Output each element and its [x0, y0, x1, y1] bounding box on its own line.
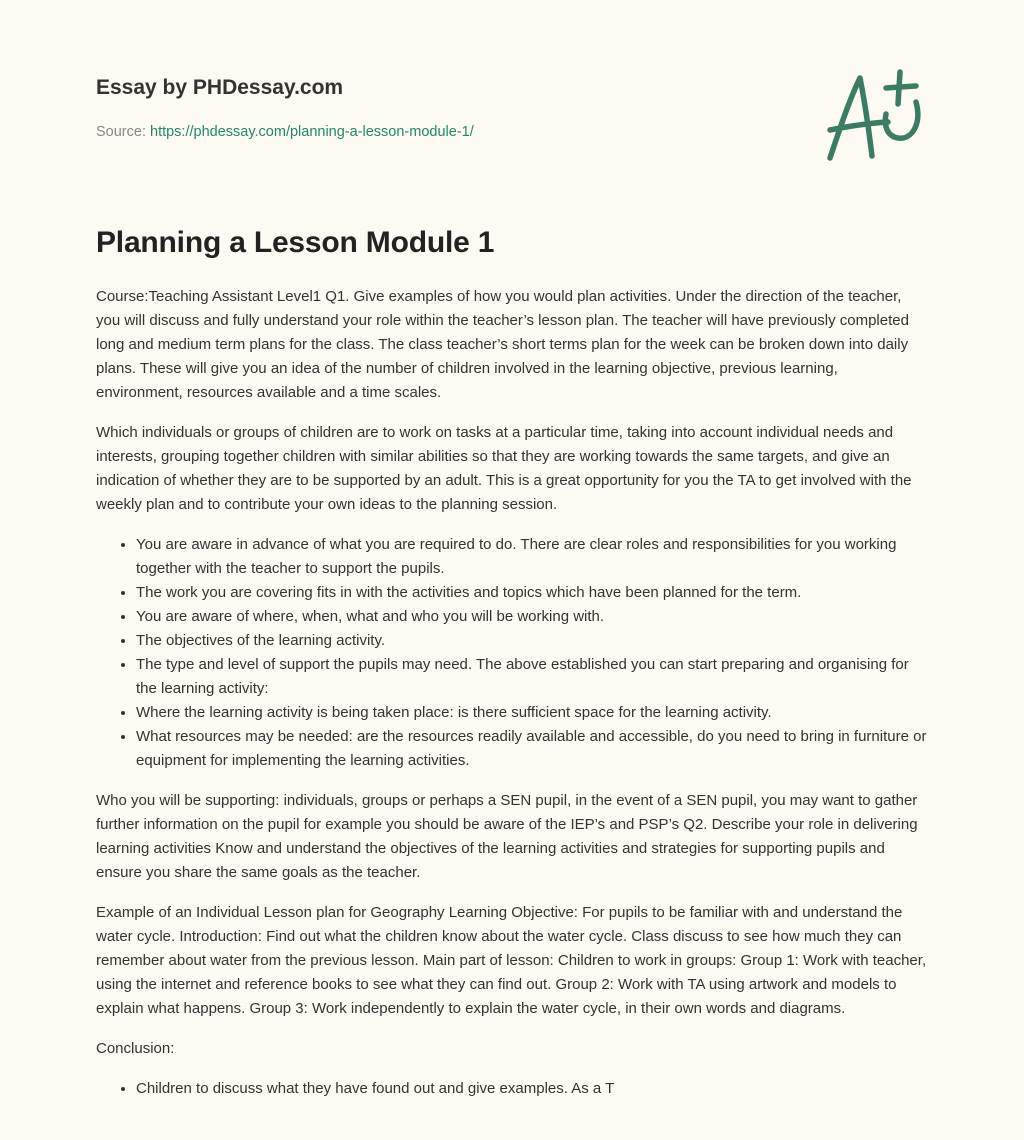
paragraph: Course:Teaching Assistant Level1 Q1. Give examples of how you would plan activities. Under the direction of the teacher, you will discuss and fully understand your role within the teacher’s lesson plan. The teacher will have previously completed long and medium term plans for the class. The class teacher’s short terms plan for the week can be broken down into daily plans. These will give you an idea of the number of children involved in the learning objective, previous learning, environment, resources available and a time scales. — [96, 288, 909, 401]
list-item: • The type and level of support the pupils may need. The above established you can start preparing and organising for the learning activity: — [136, 653, 928, 701]
paragraph: Who you will be supporting: individuals, groups or perhaps a SEN pupil, in the event of a SEN pupil, you may want to gather further information on the pupil for example you should be aware of the IEP’s and PSP’s Q2. Describe your role in delivering learning activities Know and understand the objectives of the learning activities and strategies for supporting pupils and ensure you share the same goals as the teacher. — [96, 792, 918, 881]
article-body — [96, 285, 928, 1117]
source-link[interactable]: https://phdessay.com/planning-a-lesson-module-1/ — [150, 124, 474, 140]
list-item: • Children to discuss what they have found out and give examples. As a T — [136, 1077, 928, 1101]
bullet-list — [96, 1077, 928, 1101]
paragraph: Example of an Individual Lesson plan for Geography Learning Objective: For pupils to be familiar with and understand the water cycle. Introduction: Find out what the children know about the water cycle. Class discuss to see how much they can remember about water from the previous lesson. Main part of lesson: Children to work in groups: Group 1: Work with teacher, using the internet and reference books to see what they can find out. Group 2: Work with TA using artwork and models to explain what happens. Group 3: Work independently to explain the water cycle, in their own words and diagrams. — [96, 904, 927, 1017]
list-item: • The work you are covering fits in with the activities and topics which have been planned for the term. — [136, 581, 928, 605]
source-line — [96, 124, 474, 140]
list-item: • What resources may be needed: are the resources readily available and accessible, do you need to bring in furniture or equipment for implementing the learning activities. — [136, 725, 928, 773]
list-item: • You are aware of where, when, what and who you will be working with. — [136, 605, 928, 629]
bullet-list — [96, 533, 928, 773]
list-item: • You are aware in advance of what you are required to do. There are clear roles and responsibilities for you working together with the teacher to support the pupils. — [136, 533, 928, 581]
article-title: Planning a Lesson Module 1 — [96, 226, 495, 259]
list-item: • Where the learning activity is being taken place: is there sufficient space for the learning activity. — [136, 701, 928, 725]
list-item: • The objectives of the learning activity. — [136, 629, 928, 653]
paragraph: Which individuals or groups of children are to work on tasks at a particular time, taking into account individual needs and interests, grouping together children with similar abilities so that they are working towards the same targets, and give an indication of whether they are to be supported by an adult. This is a great opportunity for you the TA to get involved with the weekly plan and to contribute your own ideas to the planning session. — [96, 424, 912, 513]
source-label: Source: — [96, 124, 150, 140]
paragraph: Conclusion: — [96, 1040, 175, 1057]
site-title: Essay by PHDessay.com — [96, 76, 344, 99]
a-plus-logo-icon — [822, 68, 928, 168]
